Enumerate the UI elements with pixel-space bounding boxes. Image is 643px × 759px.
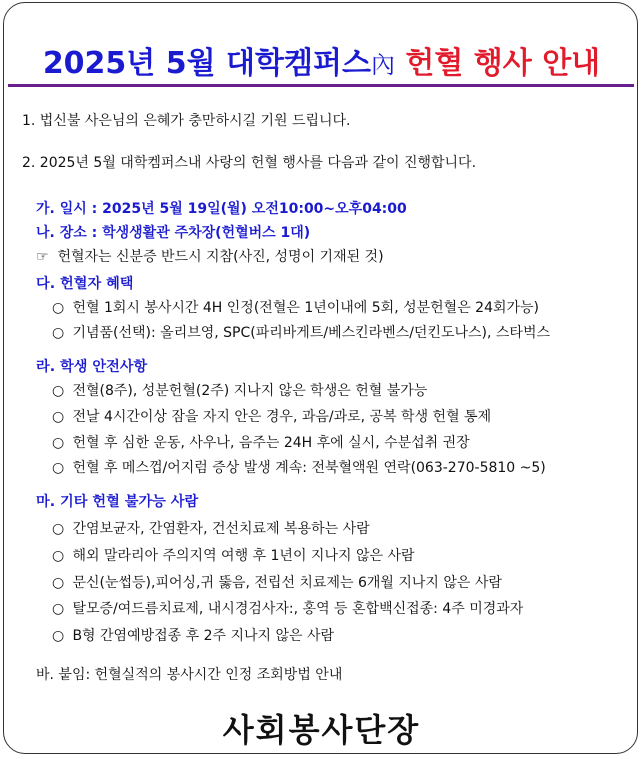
bullet-circle-icon: ○ [52,409,65,425]
list-item: ○ B형 간염예방접종 후 2주 지나지 않은 사람 [52,628,335,644]
section-heading-ineligible: 마. 기타 헌혈 불가능 사람 [36,494,199,510]
schedule-line: 가. 일시 : 2025년 5월 19일(월) 오전10:00~오후04:00 [36,201,407,217]
list-item: ○ 기념품(선택): 올리브영, SPC(파리바게트/베스킨라벤스/던킨도나스), 스타벅스 [52,325,551,341]
list-item: ○ 해외 말라리아 주의지역 여행 후 1년이 지나지 않은 사람 [52,548,415,564]
page-title [0,38,643,82]
section-heading-safety: 라. 학생 안전사항 [36,359,148,375]
bullet-circle-icon: ○ [52,548,65,564]
list-item: ○ 탈모증/여드름치료제, 내시경검사자:, 홍역 등 혼합백신접종: 4주 미경과자 [52,601,524,617]
bullet-circle-icon: ○ [52,383,65,399]
list-item: ○ 전날 4시간이상 잠을 자지 안은 경우, 과음/과로, 공복 학생 헌혈 통제 [52,409,492,425]
pointing-hand-icon: ☞ [36,249,49,265]
title-underline [8,84,634,87]
place-line: 나. 장소 : 학생생활관 주차장(헌혈버스 1대) [36,225,311,241]
id-note-line [36,246,384,266]
bullet-circle-icon: ○ [52,435,65,451]
list-item: ○ 헌혈 후 메스껍/어지럼 증상 발생 계속: 전북혈액원 연락(063-270-5810 ~5) [52,460,546,476]
list-item: ○ 문신(눈썹등),피어싱,귀 뚫음, 전립선 치료제는 6개월 지나지 않은 사람 [52,575,502,591]
bullet-circle-icon: ○ [52,300,65,316]
bullet-circle-icon: ○ [52,325,65,341]
list-item: ○ 전혈(8주), 성분헌혈(2주) 지나지 않은 학생은 헌혈 불가능 [52,383,428,399]
title-red: 헌혈 행사 안내 [405,46,601,81]
bullet-circle-icon: ○ [52,601,65,617]
attachment-line: 바. 붙임: 헌혈실적의 봉사시간 인정 조회방법 안내 [36,667,343,683]
intro-line-2: 2. 2025년 5월 대학켐퍼스내 사랑의 헌혈 행사를 다음과 같이 진행합니다. [22,155,477,171]
list-item: ○ 헌혈 후 심한 운동, 사우나, 음주는 24H 후에 실시, 수분섭취 권장 [52,435,470,451]
bullet-circle-icon: ○ [52,460,65,476]
bullet-circle-icon: ○ [52,628,65,644]
title-sub: 內 [370,51,395,79]
bullet-circle-icon: ○ [52,521,65,537]
title-main: 2025년 5월 대학켐퍼스 [42,46,371,81]
list-item: ○ 간염보균자, 간염환자, 건선치료제 복용하는 사람 [52,521,370,537]
id-note-text: 헌혈자는 신분증 반드시 지참(사진, 성명이 기재된 것) [57,249,384,265]
section-heading-benefits: 다. 헌혈자 혜택 [36,276,134,292]
bullet-circle-icon: ○ [52,575,65,591]
list-item: ○ 헌혈 1회시 봉사시간 4H 인정(전혈은 1년이내에 5회, 성분헌혈은 24회가능) [52,300,540,316]
signature-footer: 사회봉사단장 [222,711,421,749]
intro-line-1: 1. 법신불 사은님의 은혜가 충만하시길 기원 드립니다. [22,113,351,129]
